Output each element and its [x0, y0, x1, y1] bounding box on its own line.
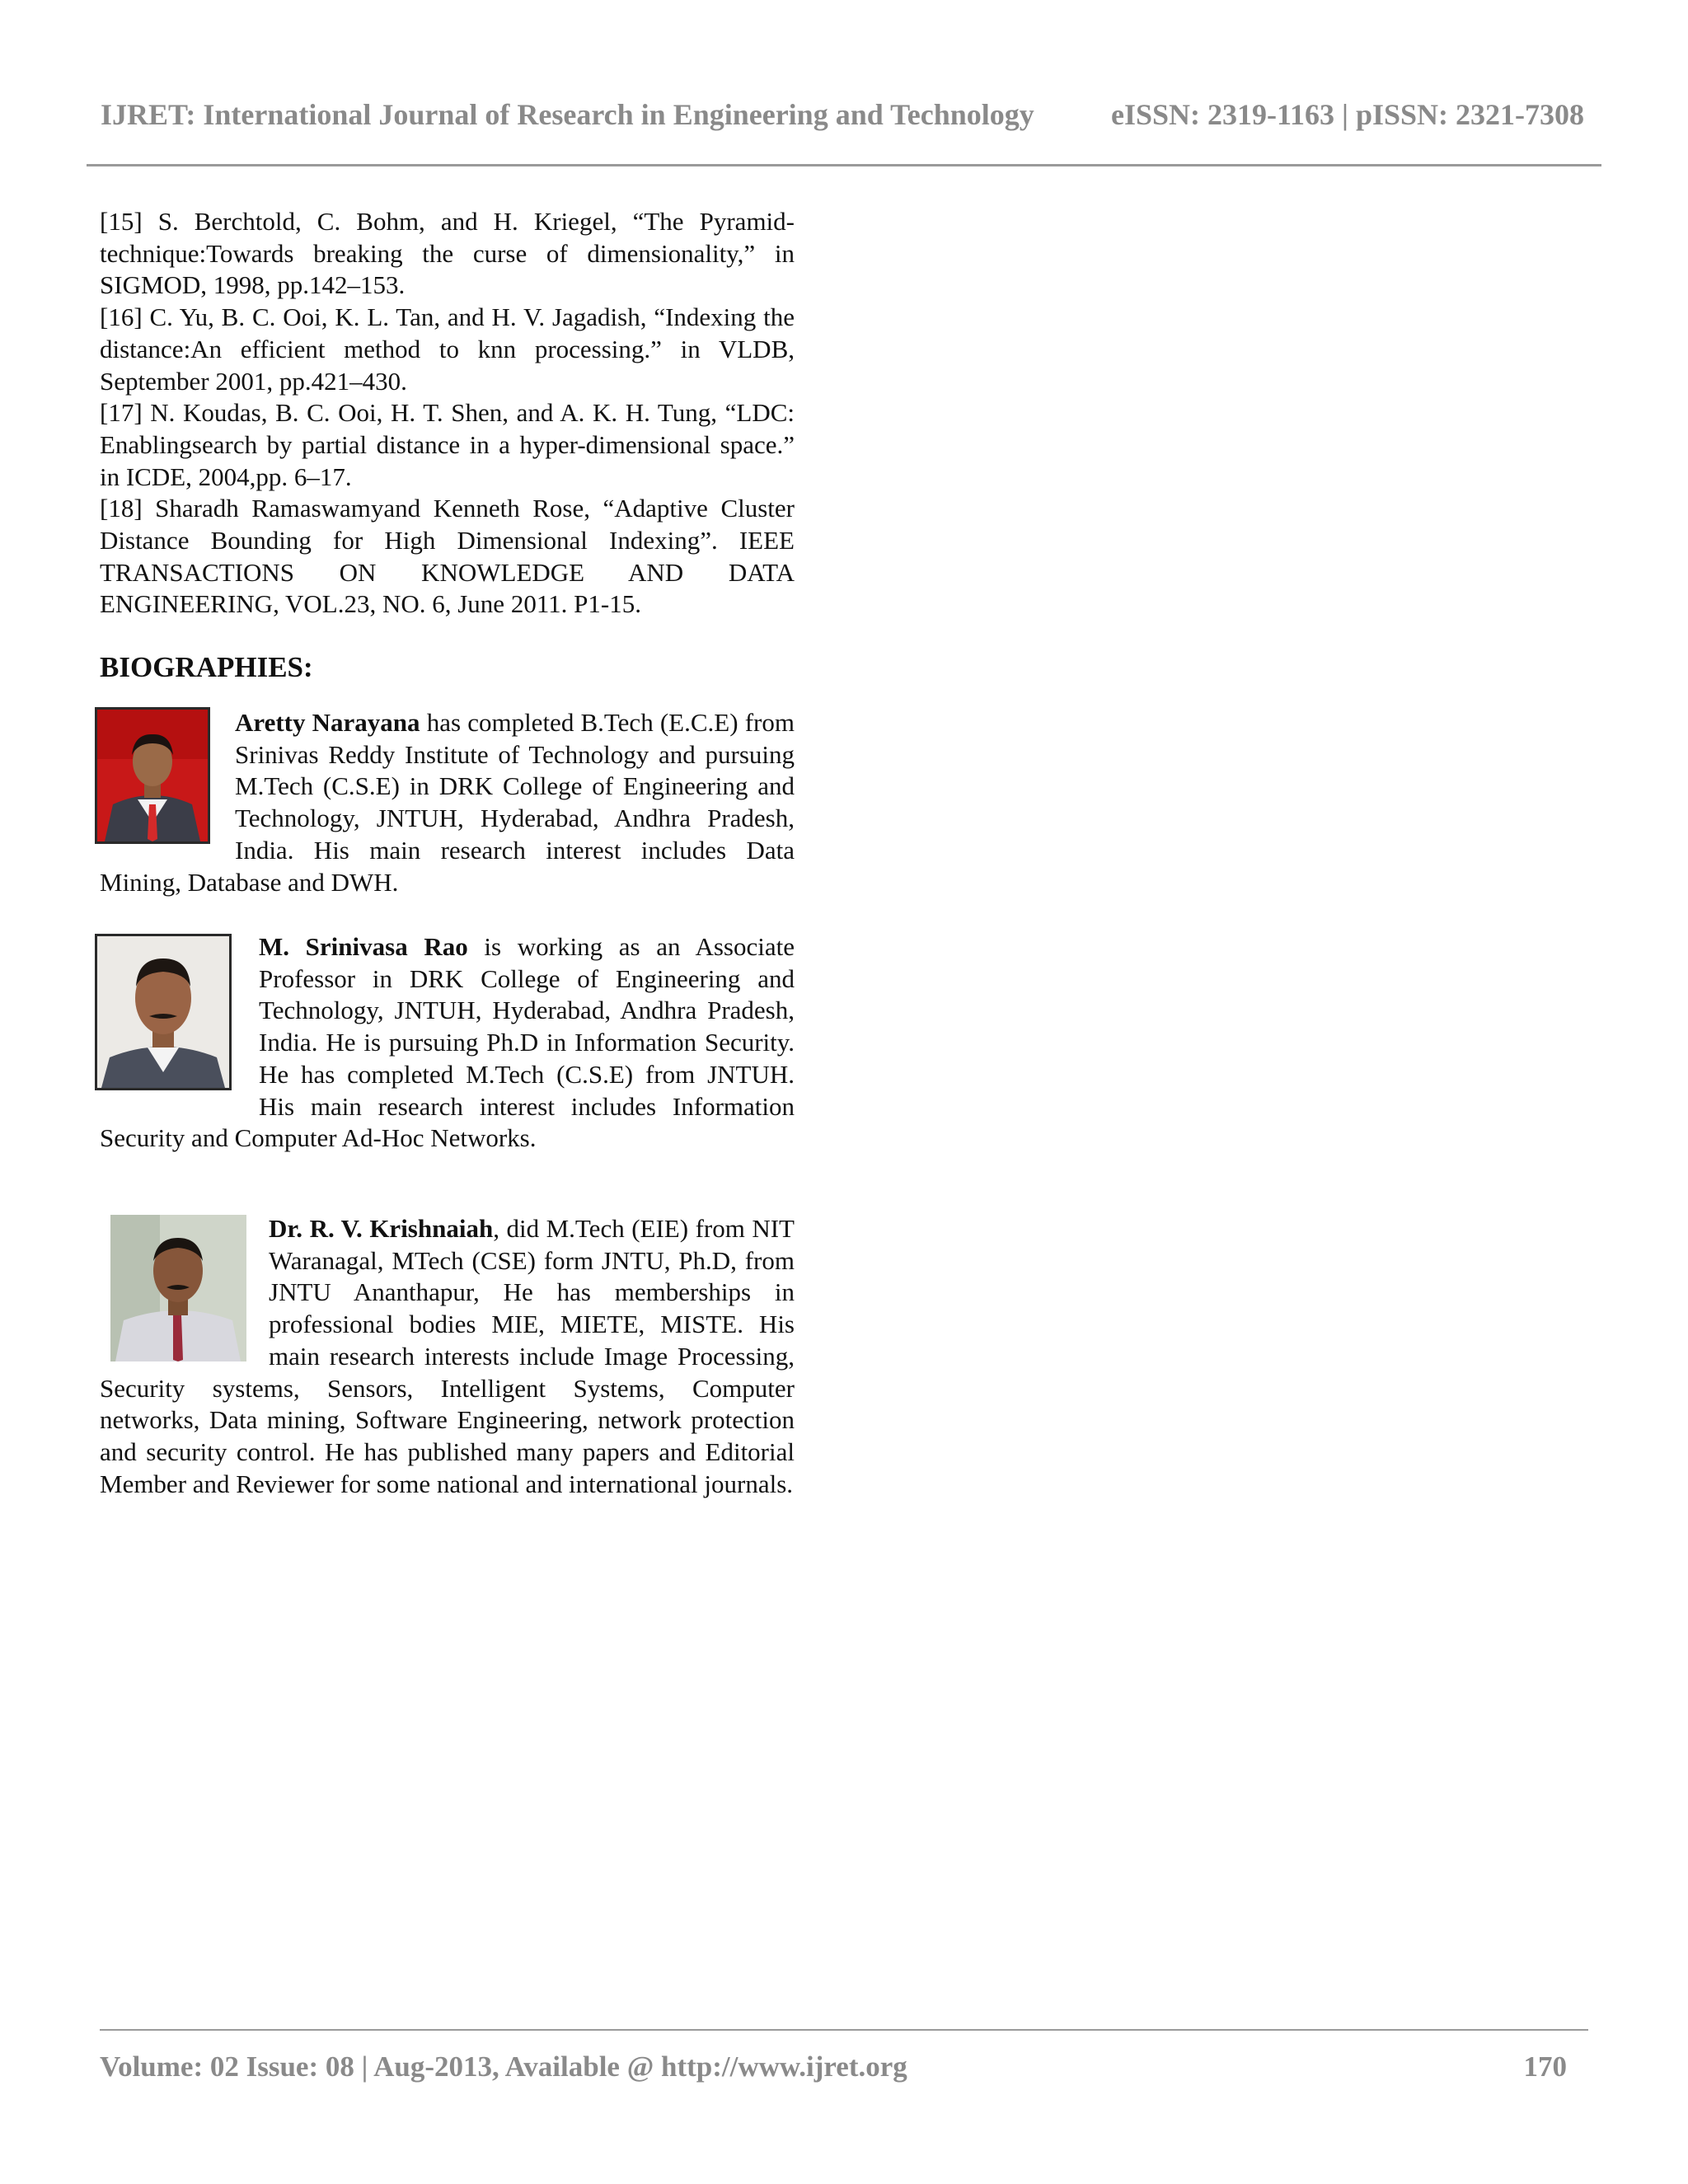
running-header: [101, 97, 1584, 132]
author-photo-narayana: [95, 707, 210, 844]
author-photo-srinivasa-rao: [95, 934, 232, 1090]
author-name-3: Dr. R. V. Krishnaiah: [269, 1214, 494, 1243]
footer-rule: [100, 2029, 1588, 2031]
author-photo-krishnaiah: [110, 1215, 246, 1361]
author-name-2: M. Srinivasa Rao: [259, 932, 468, 961]
biography-1: [100, 707, 795, 898]
volume-info: Volume: 02 Issue: 08 | Aug-2013, Available @ http://www.ijret.org: [100, 2050, 907, 2083]
references-list: [100, 206, 795, 621]
biography-3: [100, 1213, 795, 1500]
header-rule: [87, 164, 1601, 166]
biography-2: [100, 931, 795, 1155]
page-number: 170: [1523, 2050, 1567, 2083]
biographies-heading: BIOGRAPHIES:: [100, 651, 313, 683]
biography-text-3: Dr. R. V. Krishnaiah, did M.Tech (EIE) from NIT Waranagal, MTech (CSE) form JNTU, Ph.D, from JNTU Ananthapur, He has memberships in professional bodies MIE, MIETE, MISTE. His main research interests include Image Processing, Security systems, Sensors, Intelligent Systems, Computer networks, Data mining, Software Engineering, network protection and security control. He has published many papers and Editorial Member and Reviewer for some national and international journals.: [100, 1214, 795, 1498]
reference-17: [17] N. Koudas, B. C. Ooi, H. T. Shen, and A. K. H. Tung, “LDC: Enablingsearch by partial distance in a hyper-dimensional space.” in ICDE, 2004,pp. 6–17.: [100, 398, 795, 491]
reference-15: [15] S. Berchtold, C. Bohm, and H. Kriegel, “The Pyramid-technique:Towards breaking the curse of dimensionality,” in SIGMOD, 1998, pp.142–153.: [100, 207, 795, 300]
biography-text-1: Aretty Narayana has completed B.Tech (E.C.E) from Srinivas Reddy Institute of Technology and pursuing M.Tech (C.S.E) in DRK College of Engineering and Technology, JNTUH, Hyderabad, Andhra Pradesh, India. His main research interest includes Data Mining, Database and DWH.: [100, 708, 795, 897]
issn-info: eISSN: 2319-1163 | pISSN: 2321-7308: [1111, 98, 1584, 131]
reference-16: [16] C. Yu, B. C. Ooi, K. L. Tan, and H. V. Jagadish, “Indexing the distance:An efficient method to knn processing.” in VLDB, September 2001, pp.421–430.: [100, 302, 795, 396]
reference-18: [18] Sharadh Ramaswamyand Kenneth Rose, “Adaptive Cluster Distance Bounding for High Dimensional Indexing”. IEEE TRANSACTIONS ON KNOWLEDGE AND DATA ENGINEERING, VOL.23, NO. 6, June 2011. P1-15.: [100, 494, 795, 619]
author-name-1: Aretty Narayana: [235, 708, 420, 737]
running-footer: [100, 2050, 1567, 2083]
biography-text-2: M. Srinivasa Rao is working as an Associate Professor in DRK College of Engineering and Technology, JNTUH, Hyderabad, Andhra Pradesh, India. He is pursuing Ph.D in Information Security. He has completed M.Tech (C.S.E) from JNTUH. His main research interest includes Information Security and Computer Ad-Hoc Networks.: [100, 932, 795, 1153]
journal-title: IJRET: International Journal of Research in Engineering and Technology: [101, 98, 1034, 131]
